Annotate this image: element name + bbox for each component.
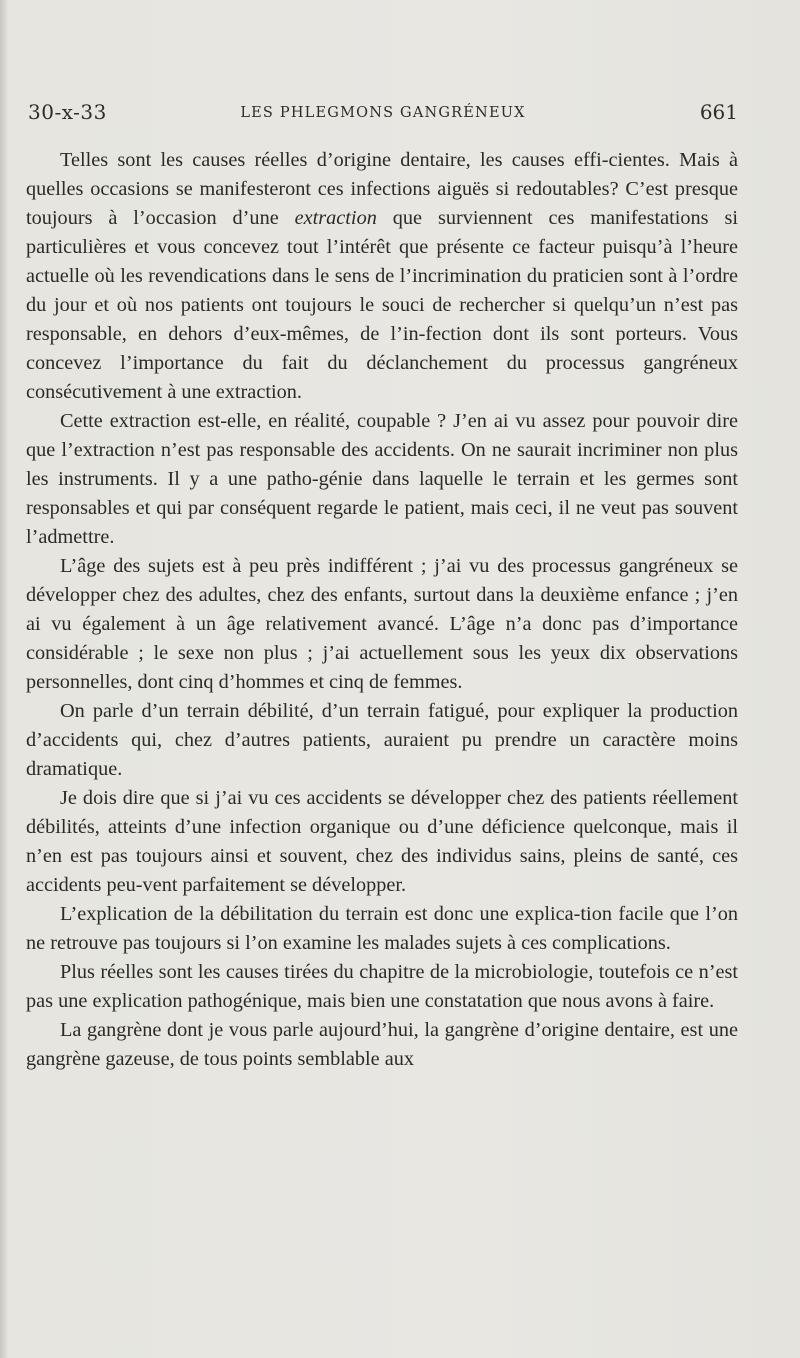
header-date: 30-x-33 (28, 100, 107, 124)
paragraph-5: Je dois dire que si j’ai vu ces accidents se développer chez des patients réellement débilités, atteints d’une infection organique ou d’une déficience quelconque, mais il n’en est pas toujours ainsi et souvent, chez des individus sains, pleins de santé, ces accidents peu-vent parfaitement se développer. (26, 787, 738, 896)
paragraph-8: La gangrène dont je vous parle aujourd’hui, la gangrène d’origine dentaire, est une gangrène gazeuse, de tous points semblable aux (26, 1019, 738, 1070)
body-text (26, 146, 738, 1074)
paragraph-1-text-end: que surviennent ces manifestations si particulières et vous concevez tout l’intérêt que présente ce facteur puisqu’à l’heure actuelle où les revendications dans le sens de l’incrimination du praticien sont à l’ordre du jour et où nos patients ont toujours le souci de rechercher si quelqu’un n’est pas responsable, en dehors d’eux-mêmes, de l’in-fection dont ils sont porteurs. Vous concevez l’importance du fait du déclanchement du processus gangréneux consécutivement à une extraction. (26, 207, 738, 403)
running-title: LES PHLEGMONS GANGRÉNEUX (240, 105, 526, 121)
paragraph-1 (26, 146, 738, 407)
page-header (28, 100, 738, 132)
paragraph-2: Cette extraction est-elle, en réalité, coupable ? J’en ai vu assez pour pouvoir dire que l’extraction n’est pas responsable des accidents. On ne saurait incriminer non plus les instruments. Il y a une patho-génie dans laquelle le terrain et les germes sont responsables et qui par conséquent regarde le patient, mais ceci, il ne veut pas souvent l’admettre. (26, 410, 738, 548)
emphasized-word: extraction (294, 207, 377, 229)
paragraph-4: On parle d’un terrain débilité, d’un terrain fatigué, pour expliquer la production d’accidents qui, chez d’autres patients, auraient pu prendre un caractère moins dramatique. (26, 700, 738, 780)
paragraph-6: L’explication de la débilitation du terrain est donc une explica-tion facile que l’on ne retrouve pas toujours si l’on examine les malades sujets à ces complications. (26, 903, 738, 954)
page-number: 661 (699, 100, 738, 124)
paragraph-3: L’âge des sujets est à peu près indifférent ; j’ai vu des processus gangréneux se développer chez des adultes, chez des enfants, surtout dans la deuxième enfance ; j’en ai vu également à un âge relativement avancé. L’âge n’a donc pas d’importance considérable ; le sexe non plus ; j’ai actuellement sous les yeux dix observations personnelles, dont cinq d’hommes et cinq de femmes. (26, 555, 738, 693)
paragraph-7: Plus réelles sont les causes tirées du chapitre de la microbiologie, toutefois ce n’est pas une explication pathogénique, mais bien une constatation que nous avons à faire. (26, 961, 738, 1012)
page-gutter-shadow (0, 0, 8, 1358)
paragraph-1-text-start: Telles sont les causes réelles d’origine dentaire, les causes effi-cientes. Mais à quelles occasions se manifesteront ces infections aiguës si redoutables? C’est presque toujours à l’occasion d’une (26, 149, 738, 229)
